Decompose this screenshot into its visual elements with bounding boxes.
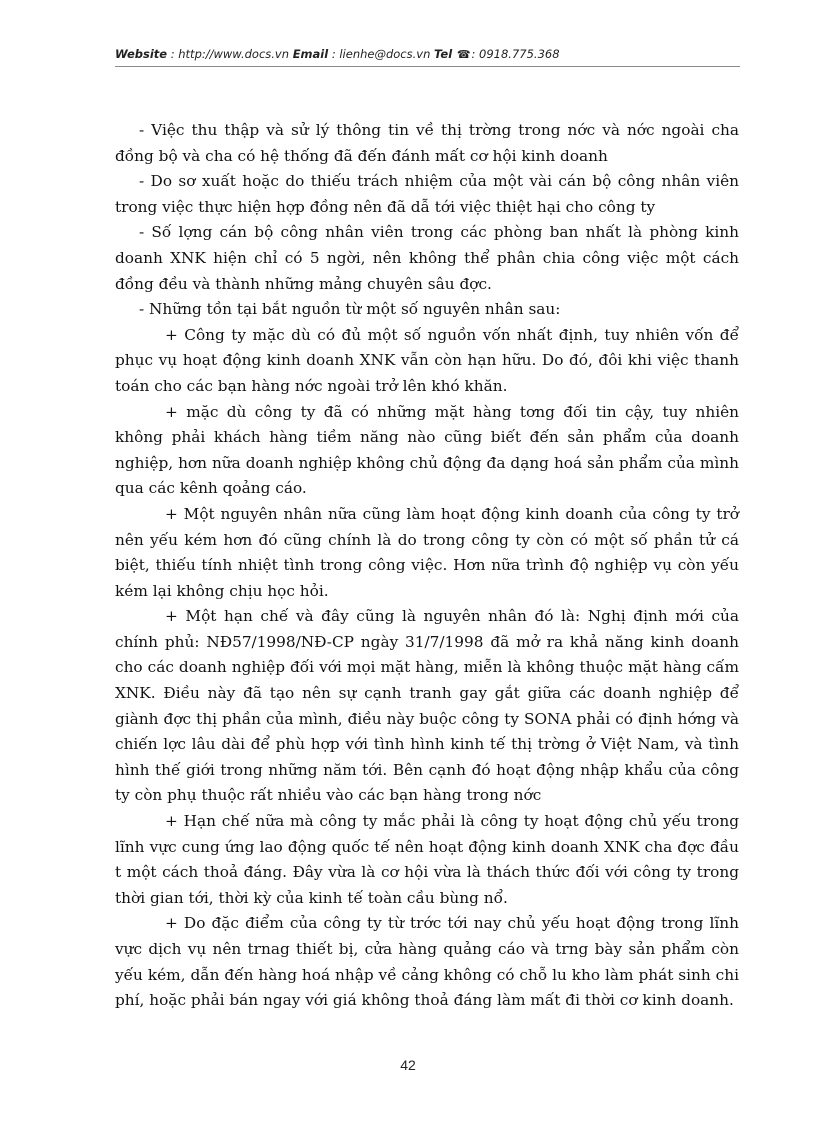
paragraph: - Việc thu thập và sử lý thông tin về thị trờng trong nớc và nớc ngoài cha đồng bộ và cha có hệ thống đã đến đánh mất cơ hội kinh doanh xyxy=(115,121,739,165)
paragraph: - Số lợng cán bộ công nhân viên trong các phòng ban nhất là phòng kinh doanh XNK hiện chỉ có 5 ngời, nên không thể phân chia công việc một cách đồng đều và thành những mảng chuyên sâu đợc. xyxy=(115,223,739,293)
paragraph: + Một nguyên nhân nữa cũng làm hoạt động kinh doanh của công ty trở nên yếu kém hơn đó cũng chính là do trong công ty còn có một số phần tử cá biệt, thiếu tính nhiệt tình trong công việc. Hơn nữa trình độ nghiệp vụ còn yếu kém lại không chịu học hỏi. xyxy=(115,504,739,600)
document-body xyxy=(115,118,739,1014)
page-header xyxy=(115,47,740,61)
paragraph: + Một hạn chế và đây cũng là nguyên nhân đó là: Nghị định mới của chính phủ: NĐ57/1998/NĐ-CP ngày 31/7/1998 đã mở ra khả năng kinh doanh cho các doanh nghiệp đối với mọi mặt hàng, miễn là không thuộc mặt hàng cấm XNK. Điều này đã tạo nên sự cạnh tranh gay gắt giữa các doanh nghiệp để giành đợc thị phần của mình, điều này buộc công ty SONA phải có định hớng và chiến lợc lâu dài để phù hợp với tình hình kinh tế thị trờng ở Việt Nam, và tình hình thế giới trong những năm tới. Bên cạnh đó hoạt động nhập khẩu của công ty còn phụ thuộc rất nhiều vào các bạn hàng trong nớc xyxy=(115,607,739,805)
page-number: 42 xyxy=(400,1057,416,1073)
paragraph: - Do sơ xuất hoặc do thiếu trách nhiệm của một vài cán bộ công nhân viên trong việc thực hiện hợp đồng nên đã dẫ tới việc thiệt hại cho công ty xyxy=(115,172,739,216)
telephone-icon: ☎ xyxy=(456,48,471,61)
website-label: Website xyxy=(115,47,168,61)
website-url[interactable]: : http://www.docs.vn xyxy=(170,47,290,61)
email-label: Email xyxy=(292,47,329,61)
paragraph: - Những tồn tại bắt nguồn từ một số nguyên nhân sau: xyxy=(139,300,561,319)
paragraph: + Công ty mặc dù có đủ một số nguồn vốn nhất định, tuy nhiên vốn để phục vụ hoạt động kinh doanh XNK vẫn còn hạn hữu. Do đó, đôi khi việc thanh toán cho các bạn hàng nớc ngoài trở lên khó khăn. xyxy=(115,325,739,395)
tel-label: Tel xyxy=(434,47,453,61)
header-divider xyxy=(115,66,740,67)
email-address[interactable]: : lienhe@docs.vn xyxy=(331,47,431,61)
paragraph: + mặc dù công ty đã có những mặt hàng tơng đối tin cậy, tuy nhiên không phải khách hàng tiềm năng nào cũng biết đến sản phẩm của doanh nghiệp, hơn nữa doanh nghiệp không chủ động đa dạng hoá sản phẩm của mình qua các kênh qoảng cáo. xyxy=(115,402,739,498)
paragraph: + Hạn chế nữa mà công ty mắc phải là công ty hoạt động chủ yếu trong lĩnh vực cung ứng lao động quốc tế nên hoạt động kinh doanh XNK cha đợc đầu t một cách thoả đáng. Đây vừa là cơ hội vừa là thách thức đối với công ty trong thời gian tới, thời kỳ của kinh tế toàn cầu bùng nổ. xyxy=(115,812,739,907)
tel-number: : 0918.775.368 xyxy=(471,47,560,61)
paragraph: + Do đặc điểm của công ty từ trớc tới nay chủ yếu hoạt động trong lĩnh vực dịch vụ nên trnag thiết bị, cửa hàng quảng cáo và trng bày sản phẩm còn yếu kém, dẫn đến hàng hoá nhập về cảng không có chỗ lu kho làm phát sinh chi phí, hoặc phải bán ngay với giá không thoả đáng làm mất đi thời cơ kinh doanh. xyxy=(115,914,739,1010)
